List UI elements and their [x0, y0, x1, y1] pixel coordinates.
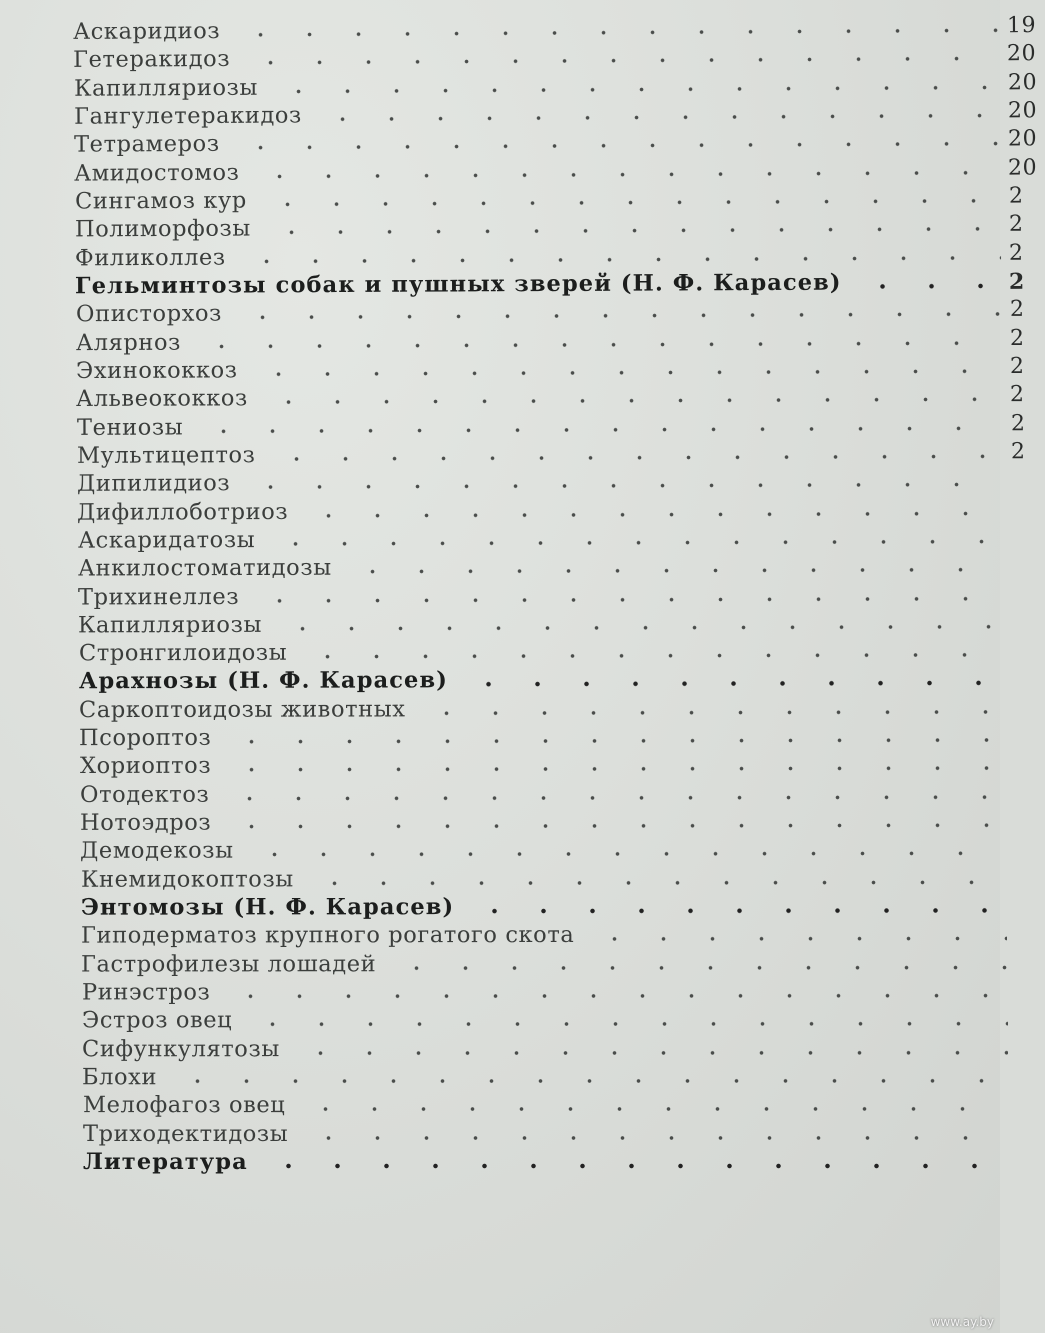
dot-leader — [165, 1077, 1008, 1085]
toc-entry-title: Энтомозы (Н. Ф. Карасев) — [80, 893, 455, 921]
toc-entry-title: Триходектидозы — [82, 1120, 289, 1147]
toc-entry-page: 2 — [1010, 439, 1026, 465]
toc-entry-page: 2 — [1010, 410, 1026, 436]
dot-leader — [293, 1105, 1009, 1113]
toc-entry — [78, 660, 1039, 695]
dot-leader — [242, 850, 1006, 859]
toc-entry-title: Тениозы — [76, 413, 183, 440]
dot-leader — [339, 566, 1003, 576]
dot-leader — [218, 992, 1008, 1001]
toc-entry — [80, 831, 1040, 863]
toc-entry-title: Гельминтозы собак и пушных зверей (Н. Ф. Карасев) — [75, 269, 842, 299]
dot-leader — [288, 1048, 1008, 1056]
toc-entry-title: Аскаридиоз — [72, 17, 221, 45]
toc-entry-title: Сингамоз кур — [74, 187, 247, 214]
toc-entry-title: Амидостомоз — [74, 158, 240, 186]
toc-entry-title: Трихинеллез — [77, 582, 240, 610]
toc-entry-page: 2 — [1008, 240, 1024, 266]
toc-entry-title: Капилляриозы — [78, 611, 263, 638]
toc-entry-title: Мультицептоз — [76, 441, 256, 469]
toc-entry-title: Алярноз — [75, 328, 181, 356]
toc-entry — [80, 887, 1041, 921]
watermark: www.ay.by — [930, 1315, 994, 1329]
dot-leader — [462, 906, 1007, 915]
dot-leader — [296, 509, 1003, 519]
toc-entry — [82, 1029, 1042, 1060]
toc-entry-title: Описторхоз — [75, 300, 222, 327]
toc-entry-title: Нотоэдроз — [79, 809, 212, 836]
dot-leader — [296, 1134, 1009, 1142]
toc-entry-page: 2 — [1010, 382, 1025, 408]
dot-leader — [582, 935, 1007, 944]
toc-entry-title: Гиподерматоз крупного рогатого скота — [80, 921, 575, 949]
dot-leader — [217, 793, 1006, 803]
toc-entry — [80, 774, 1040, 806]
toc-entry-page: 20 — [1007, 41, 1037, 67]
toc-entry-page: 20 — [1007, 98, 1038, 124]
toc-entry-title: Кнемидокоптозы — [80, 865, 294, 892]
toc-entry-title: Саркоптоидозы животных — [78, 695, 406, 723]
toc-entry-page: 2 — [1008, 183, 1024, 209]
dot-leader — [456, 679, 1005, 688]
toc-entry-page: 2 — [1009, 297, 1025, 323]
toc-entry-title: Литература — [83, 1148, 248, 1175]
toc-entry-title: Аскаридатозы — [77, 526, 255, 553]
dot-leader — [384, 963, 1007, 972]
toc-entry-title: Филиколлез — [74, 243, 226, 271]
toc-entry — [82, 1086, 1042, 1116]
toc-entry — [81, 973, 1041, 1004]
toc-entry — [78, 547, 1038, 580]
toc-entry-title: Демодекозы — [80, 837, 234, 864]
toc-entry-title: Дипилидиоз — [76, 469, 231, 497]
toc-entry — [80, 802, 1040, 834]
toc-entry-page: 2 — [1009, 268, 1026, 295]
toc-entry-title: Гетеракидоз — [73, 45, 231, 73]
dot-leader — [240, 1020, 1008, 1029]
toc-entry-title: Псороптоз — [79, 724, 212, 751]
dot-leader — [301, 878, 1006, 887]
toc-entry-title: Полиморфозы — [74, 215, 251, 243]
toc-entry-title: Капилляриозы — [73, 73, 258, 101]
toc-entry — [83, 1115, 1043, 1145]
toc-entry-title: Дифиллоботриоз — [77, 497, 289, 525]
toc-entry — [81, 944, 1041, 975]
dot-leader — [219, 764, 1006, 774]
toc-entry-title: Мелофагоз овец — [82, 1091, 285, 1118]
toc-entry-title: Хориоптоз — [79, 752, 211, 779]
dot-leader — [850, 282, 1001, 291]
dot-leader — [414, 708, 1006, 717]
toc-entry — [78, 575, 1038, 608]
toc-entry-title: Эстроз овец — [81, 1007, 233, 1034]
toc-entry-page: 20 — [1007, 69, 1037, 96]
toc-entry — [79, 689, 1039, 721]
toc-entry-title: Ринэстроз — [81, 978, 210, 1005]
toc-entry-title: Тетрамероз — [73, 130, 220, 158]
toc-entry-page: 20 — [1007, 126, 1038, 152]
toc-entry — [81, 916, 1041, 947]
toc-entry-title: Гангулетеракидоз — [73, 101, 302, 130]
toc-entry-title: Анкилостоматидозы — [77, 554, 332, 582]
toc-entry — [80, 859, 1040, 890]
dot-leader — [256, 1162, 1009, 1170]
toc-entry-title: Эхинококкоз — [75, 356, 238, 384]
toc-entry-title: Блохи — [82, 1063, 158, 1090]
toc-entry — [79, 745, 1039, 777]
toc-entry-title: Арахнозы (Н. Ф. Карасев) — [78, 667, 448, 695]
toc-entry-page: 19 — [1006, 13, 1037, 39]
toc-entry-title: Сифункулятозы — [81, 1035, 280, 1062]
toc-entry-title: Гастрофилезы лошадей — [81, 950, 377, 977]
toc-entry-page: 2 — [1009, 353, 1025, 379]
toc-entry-page: 2 — [1009, 325, 1025, 351]
toc-entry-page: 20 — [1008, 155, 1038, 181]
toc-entry — [82, 1001, 1042, 1032]
dot-leader — [238, 481, 1003, 492]
dot-leader — [219, 821, 1006, 830]
toc-entry-title: Альвеококкоз — [76, 384, 249, 412]
dot-leader — [247, 594, 1004, 604]
toc-entry-title: Отодектоз — [79, 780, 210, 808]
toc-entry — [83, 1143, 1043, 1173]
toc-entry-page: 2 — [1008, 211, 1024, 237]
toc-entry-title: Стронгилоидозы — [78, 639, 287, 666]
toc-entry — [82, 1058, 1042, 1088]
